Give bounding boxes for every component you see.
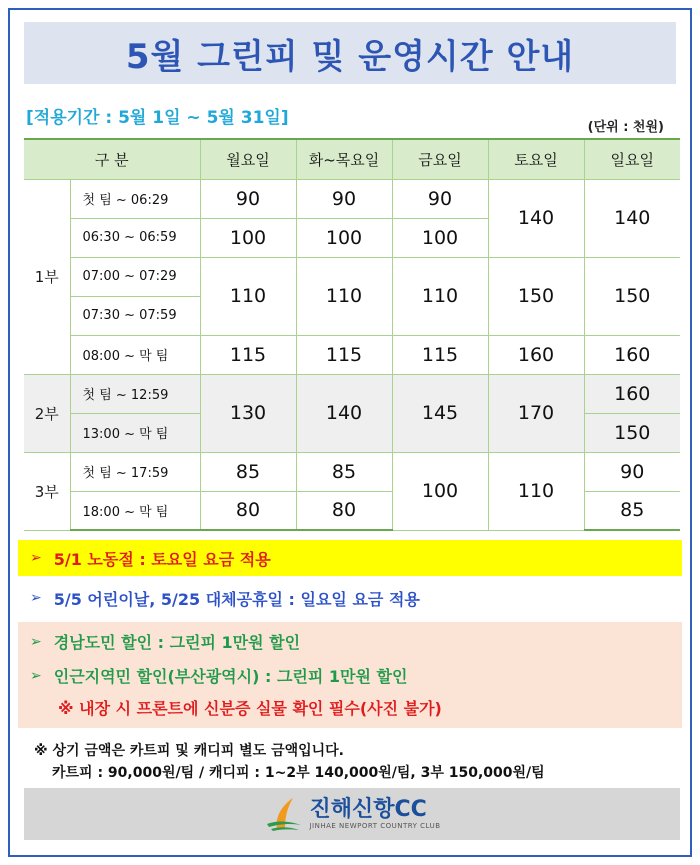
header-saturday: 토요일	[488, 139, 584, 179]
logo-text	[309, 798, 440, 830]
fee-cell: 85	[200, 452, 296, 491]
arrow-bullet-icon: ➢	[30, 590, 42, 606]
part-1-label: 1부	[24, 179, 70, 374]
fee-cell: 90	[200, 179, 296, 218]
header-category: 구 분	[24, 139, 200, 179]
header-friday: 금요일	[392, 139, 488, 179]
logo-korean-name: 진해신항CC	[309, 797, 427, 822]
id-check-warning: ※ 내장 시 프론트에 신분증 실물 확인 필수(사진 불가)	[58, 699, 442, 718]
fee-cell: 150	[584, 413, 680, 452]
fee-cell: 140	[296, 374, 392, 452]
footnote-line-1: ※ 상기 금액은 카트피 및 캐디피 별도 금액입니다.	[34, 743, 345, 759]
fee-cell: 140	[584, 179, 680, 257]
fee-cell: 110	[392, 257, 488, 335]
labor-day-text: 5/1 노동절 : 토요일 요금 적용	[53, 549, 271, 569]
application-period: [적용기간 : 5월 1일 ~ 5월 31일]	[26, 108, 289, 128]
fee-cell: 130	[200, 374, 296, 452]
fee-cell: 100	[392, 452, 488, 530]
logo-banner	[24, 788, 680, 840]
arrow-bullet-icon: ➢	[30, 550, 42, 566]
footnote-line-2: 카트피 : 90,000원/팀 / 캐디피 : 1~2부 140,000원/팀, 3부 150,000원/팀	[52, 765, 545, 781]
time-slot: 07:30 ~ 07:59	[70, 296, 200, 335]
part-3-label: 3부	[24, 452, 70, 530]
fee-cell: 100	[392, 218, 488, 257]
table-row	[24, 452, 680, 491]
fee-cell: 85	[584, 491, 680, 530]
page-title: 5월 그린피 및 운영시간 안내	[125, 36, 575, 77]
club-logo	[263, 794, 440, 834]
time-slot: 06:30 ~ 06:59	[70, 218, 200, 257]
green-fee-table	[24, 138, 680, 531]
club-emblem-icon	[263, 794, 303, 834]
time-slot: 첫 팀 ~ 17:59	[70, 452, 200, 491]
fee-cell: 160	[584, 374, 680, 413]
fee-cell: 160	[488, 335, 584, 374]
fee-cell: 100	[296, 218, 392, 257]
table-row	[24, 335, 680, 374]
table-row	[24, 257, 680, 296]
fee-cell: 110	[296, 257, 392, 335]
fee-cell: 110	[200, 257, 296, 335]
fee-cell: 115	[200, 335, 296, 374]
header-sunday: 일요일	[584, 139, 680, 179]
table-row	[24, 179, 680, 218]
logo-english-name: JINHAE NEWPORT COUNTRY CLUB	[309, 822, 441, 830]
holiday-notice	[18, 580, 682, 616]
arrow-bullet-icon: ➢	[30, 633, 42, 650]
fee-cell: 90	[392, 179, 488, 218]
header-tue-thu: 화~목요일	[296, 139, 392, 179]
fee-cell: 145	[392, 374, 488, 452]
title-banner	[24, 22, 676, 84]
fee-cell: 115	[392, 335, 488, 374]
arrow-bullet-icon: ➢	[30, 667, 42, 684]
fee-cell: 90	[296, 179, 392, 218]
fee-cell: 100	[200, 218, 296, 257]
fee-cell: 80	[200, 491, 296, 530]
fee-cell: 170	[488, 374, 584, 452]
unit-label: (단위 : 천원)	[587, 120, 664, 135]
fee-cell: 85	[296, 452, 392, 491]
table-header-row	[24, 139, 680, 179]
fee-cell: 160	[584, 335, 680, 374]
fee-cell: 140	[488, 179, 584, 257]
gyeongnam-discount	[30, 630, 300, 653]
gyeongnam-discount-text: 경남도민 할인 : 그린피 1만원 할인	[53, 633, 301, 652]
table-row	[24, 374, 680, 413]
fee-cell: 110	[488, 452, 584, 530]
neighbor-discount	[30, 664, 407, 687]
holiday-text: 5/5 어린이날, 5/25 대체공휴일 : 일요일 요금 적용	[53, 589, 420, 609]
discount-box	[18, 622, 682, 728]
fee-cell: 150	[488, 257, 584, 335]
header-monday: 월요일	[200, 139, 296, 179]
time-slot: 첫 팀 ~ 06:29	[70, 179, 200, 218]
time-slot: 13:00 ~ 막 팀	[70, 413, 200, 452]
fee-cell: 150	[584, 257, 680, 335]
time-slot: 08:00 ~ 막 팀	[70, 335, 200, 374]
time-slot: 07:00 ~ 07:29	[70, 257, 200, 296]
fee-cell: 115	[296, 335, 392, 374]
time-slot: 18:00 ~ 막 팀	[70, 491, 200, 530]
fee-cell: 90	[584, 452, 680, 491]
neighbor-discount-text: 인근지역민 할인(부산광역시) : 그린피 1만원 할인	[53, 667, 408, 686]
labor-day-notice	[18, 540, 682, 576]
fee-cell: 80	[296, 491, 392, 530]
time-slot: 첫 팀 ~ 12:59	[70, 374, 200, 413]
part-2-label: 2부	[24, 374, 70, 452]
